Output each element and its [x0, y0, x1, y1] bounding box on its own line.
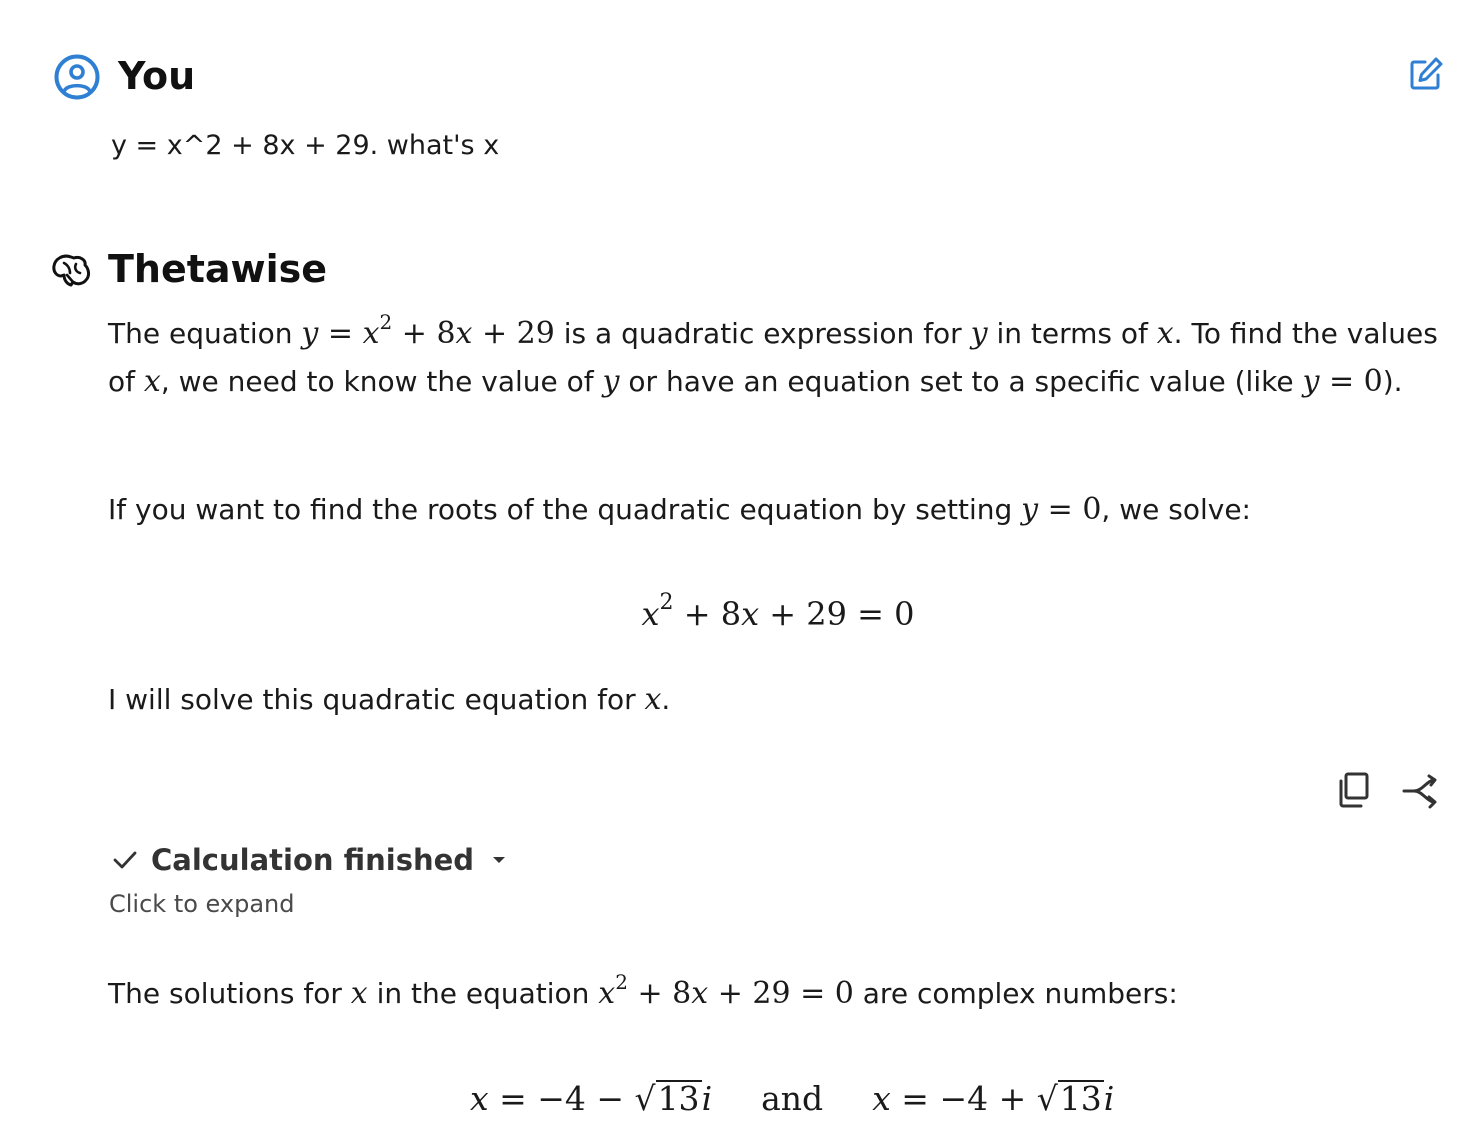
- and-word: and: [761, 1079, 824, 1118]
- share-icon[interactable]: [1400, 772, 1442, 810]
- user-name: You: [118, 54, 196, 98]
- text-span: in terms of: [987, 317, 1157, 350]
- display-equation: $x^2 + 8x + 29 = 0$: [641, 590, 915, 633]
- math-var-y: y: [602, 364, 620, 399]
- user-circle-icon: [53, 53, 101, 101]
- check-icon: [111, 846, 139, 874]
- brain-icon: [50, 251, 92, 291]
- calculation-toggle[interactable]: [111, 838, 510, 882]
- text-span: The equation: [108, 317, 302, 350]
- sqrt-radicand: 13: [657, 1079, 700, 1118]
- math-equation-tail: + 8x + 29: [392, 316, 555, 351]
- text-span: ).: [1382, 365, 1403, 398]
- math-var-x: x: [644, 682, 662, 717]
- answer-paragraph-4: [108, 970, 1438, 1018]
- text-span: , we solve:: [1101, 493, 1251, 526]
- sqrt-radicand: 13: [1059, 1079, 1102, 1118]
- math-equation-y0: y = 0: [1302, 364, 1383, 399]
- math-var-x: x: [1156, 316, 1174, 351]
- math-exponent: 2: [379, 310, 393, 334]
- text-span: is a quadratic expression for: [554, 317, 971, 350]
- text-span: or have an equation set to a specific value (like: [619, 365, 1303, 398]
- text-span: I will solve this quadratic equation for: [108, 683, 645, 716]
- expand-hint[interactable]: Click to expand: [109, 890, 295, 918]
- text-span: , we need to know the value of: [160, 365, 603, 398]
- math-var-x: x: [350, 976, 368, 1011]
- answer-paragraph-2: [108, 486, 1438, 534]
- math-var-y: y: [970, 316, 988, 351]
- solution-right: x = −4 + √13i: [872, 1079, 1115, 1118]
- copy-icon[interactable]: [1335, 770, 1373, 810]
- answer-paragraph-1: [108, 310, 1438, 406]
- math-equation: $x^2 + 8x + 29 = 0$: [598, 970, 854, 1011]
- math-equation-rest: =: [318, 316, 363, 351]
- assistant-name: Thetawise: [108, 247, 328, 291]
- calculation-status: Calculation finished: [151, 843, 475, 877]
- edit-icon[interactable]: [1407, 55, 1445, 93]
- text-span: If you want to find the roots of the quadratic equation by setting: [108, 493, 1022, 526]
- math-equation-y0: y = 0: [1021, 492, 1102, 527]
- caret-down-icon: [488, 849, 510, 871]
- text-span: .: [661, 683, 671, 716]
- user-message: y = x^2 + 8x + 29. what's x: [111, 130, 500, 161]
- answer-paragraph-3: [108, 676, 1438, 724]
- math-equation: y: [301, 316, 319, 351]
- display-solutions: [470, 1070, 1114, 1128]
- text-span: . To find the values of: [108, 317, 1438, 398]
- text-span: The solutions for: [108, 977, 351, 1010]
- math-var-x: x: [143, 364, 161, 399]
- text-span: in the equation: [367, 977, 599, 1010]
- imaginary-unit: i: [701, 1079, 713, 1118]
- math-var: x: [362, 316, 380, 351]
- text-span: are complex numbers:: [853, 977, 1178, 1010]
- imaginary-unit: i: [1103, 1079, 1115, 1118]
- solution-left: x = −4 − √13i: [470, 1079, 713, 1118]
